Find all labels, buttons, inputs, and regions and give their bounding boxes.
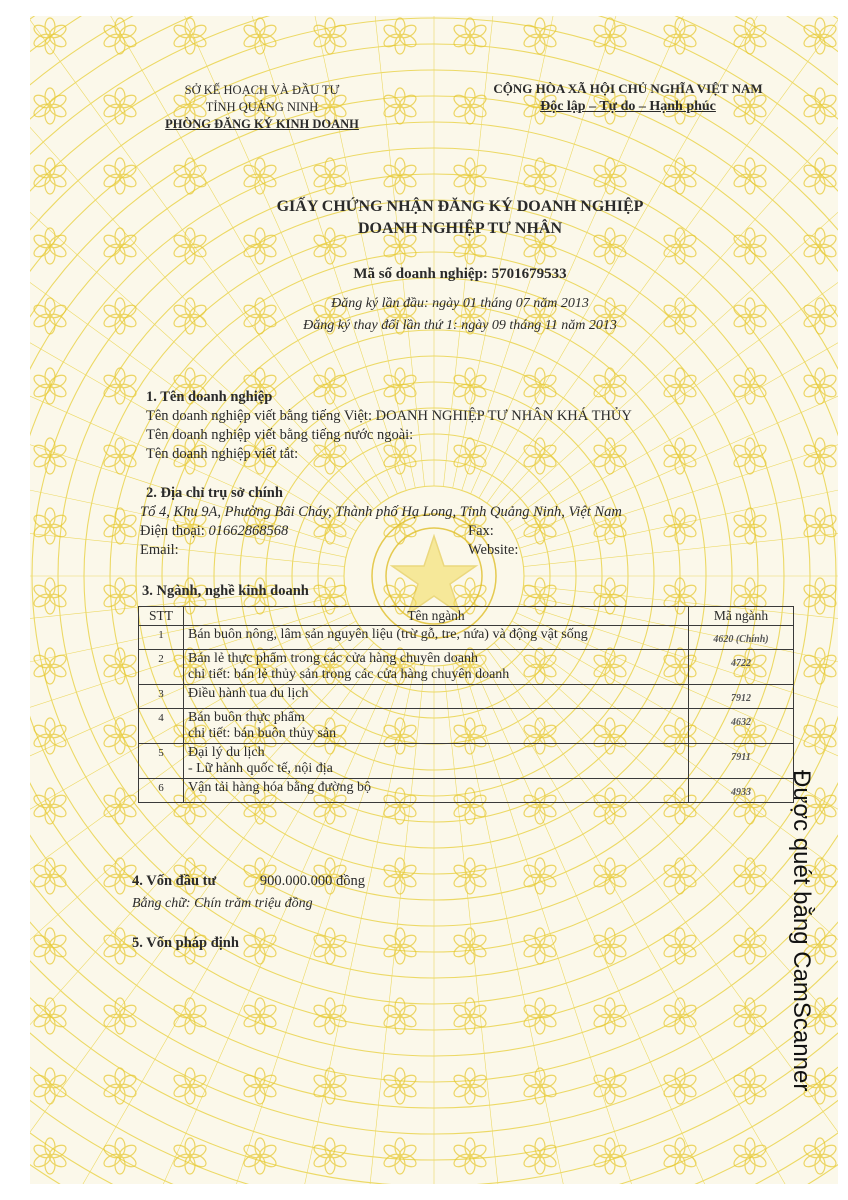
website: Website:	[468, 542, 519, 558]
authority-line-1: SỞ KẾ HOẠCH VÀ ĐẦU TƯ	[184, 83, 340, 97]
motto: Độc lập – Tự do – Hạnh phúc	[540, 99, 716, 114]
email: Email:	[140, 542, 179, 558]
section-1-heading: 1. Tên doanh nghiệp	[146, 389, 273, 405]
country-name: CỘNG HÒA XÃ HỘI CHỦ NGHĨA VIỆT NAM	[493, 81, 763, 96]
phone-label: Điện thoại:	[140, 523, 209, 539]
short-name: Tên doanh nghiệp viết tắt:	[146, 446, 299, 462]
phone-number: 01662868568	[208, 523, 289, 539]
issuing-authority	[132, 82, 392, 133]
section-3-heading: 3. Ngành, nghề kinh doanh	[142, 583, 309, 599]
column-header-name: Tên ngành	[184, 607, 689, 626]
activity-detail: chi tiết: bán buôn thủy sản	[188, 726, 337, 741]
capital-in-words: Bằng chữ: Chín trăm triệu đồng	[132, 896, 313, 911]
column-header-stt: STT	[139, 607, 184, 626]
row-activity	[184, 685, 689, 709]
business-code: Mã số doanh nghiệp: 5701679533	[353, 266, 567, 282]
business-lines-table	[138, 606, 794, 803]
activity-name: Điều hành tua du lịch	[188, 686, 309, 701]
section-1	[146, 388, 632, 464]
activity-name: Bán buôn thực phẩm	[188, 710, 305, 725]
title-line-1: GIẤY CHỨNG NHẬN ĐĂNG KÝ DOANH NGHIỆP	[276, 198, 644, 215]
row-activity	[184, 779, 689, 803]
activity-detail: - Lữ hành quốc tế, nội địa	[188, 761, 333, 776]
table-row	[139, 650, 794, 685]
section-4	[132, 872, 365, 891]
foreign-name: Tên doanh nghiệp viết bằng tiếng nước ngoài:	[146, 427, 414, 443]
table-row	[139, 685, 794, 709]
row-industry-code: 4933	[689, 779, 794, 803]
row-stt: 1	[139, 626, 184, 650]
table-row	[139, 779, 794, 803]
row-activity	[184, 626, 689, 650]
row-stt: 3	[139, 685, 184, 709]
section-2-heading: 2. Địa chỉ trụ sở chính	[146, 485, 283, 501]
phone-line	[140, 522, 288, 541]
table-row	[139, 709, 794, 744]
row-industry-code: 7912	[689, 685, 794, 709]
activity-name: Bán lẻ thực phẩm trong các cửa hàng chuyên doanh	[188, 651, 479, 666]
vietnamese-name: Tên doanh nghiệp viết bằng tiếng Việt: DOANH NGHIỆP TƯ NHÂN KHÁ THỦY	[146, 408, 632, 424]
activity-name: Vận tải hàng hóa bằng đường bộ	[188, 780, 371, 795]
authority-line-2: TỈNH QUẢNG NINH	[205, 100, 319, 114]
row-industry-code: 7911	[689, 744, 794, 779]
row-activity	[184, 709, 689, 744]
authority-line-3: PHÒNG ĐĂNG KÝ KINH DOANH	[165, 117, 359, 131]
table-row	[139, 744, 794, 779]
row-industry-code: 4620 (Chính)	[689, 626, 794, 650]
change-registration: Đăng ký thay đổi lần thứ 1: ngày 09 tháng 11 năm 2013	[303, 318, 617, 333]
table-row	[139, 626, 794, 650]
row-stt: 4	[139, 709, 184, 744]
row-stt: 2	[139, 650, 184, 685]
table-header-row	[139, 607, 794, 626]
certificate-sheet	[30, 16, 838, 1184]
row-industry-code: 4632	[689, 709, 794, 744]
capital-amount: 900.000.000 đồng	[259, 873, 365, 889]
column-header-code: Mã ngành	[689, 607, 794, 626]
address: Tổ 4, Khu 9A, Phường Bãi Cháy, Thành phố Hạ Long, Tỉnh Quảng Ninh, Việt Nam	[140, 504, 622, 520]
activity-detail: chi tiết: bán lẻ thủy sản trong các cửa hàng chuyên doanh	[188, 667, 510, 682]
row-stt: 6	[139, 779, 184, 803]
section-5-heading: 5. Vốn pháp định	[132, 935, 239, 951]
title-line-2: DOANH NGHIỆP TƯ NHÂN	[357, 220, 562, 237]
activity-name: Đại lý du lịch	[188, 745, 265, 760]
row-activity	[184, 744, 689, 779]
national-motto	[440, 80, 816, 116]
row-activity	[184, 650, 689, 685]
document-title	[180, 196, 740, 240]
row-industry-code: 4722	[689, 650, 794, 685]
row-stt: 5	[139, 744, 184, 779]
section-4-heading: 4. Vốn đầu tư	[132, 873, 217, 889]
fax: Fax:	[468, 523, 494, 539]
section-2	[140, 484, 622, 522]
first-registration: Đăng ký lần đầu: ngày 01 tháng 07 năm 2013	[331, 296, 589, 311]
scanner-watermark: Được quét bằng CamScanner	[788, 770, 815, 1092]
activity-name: Bán buôn nông, lâm sản nguyên liệu (trừ gỗ, tre, nứa) và động vật sống	[188, 627, 588, 642]
